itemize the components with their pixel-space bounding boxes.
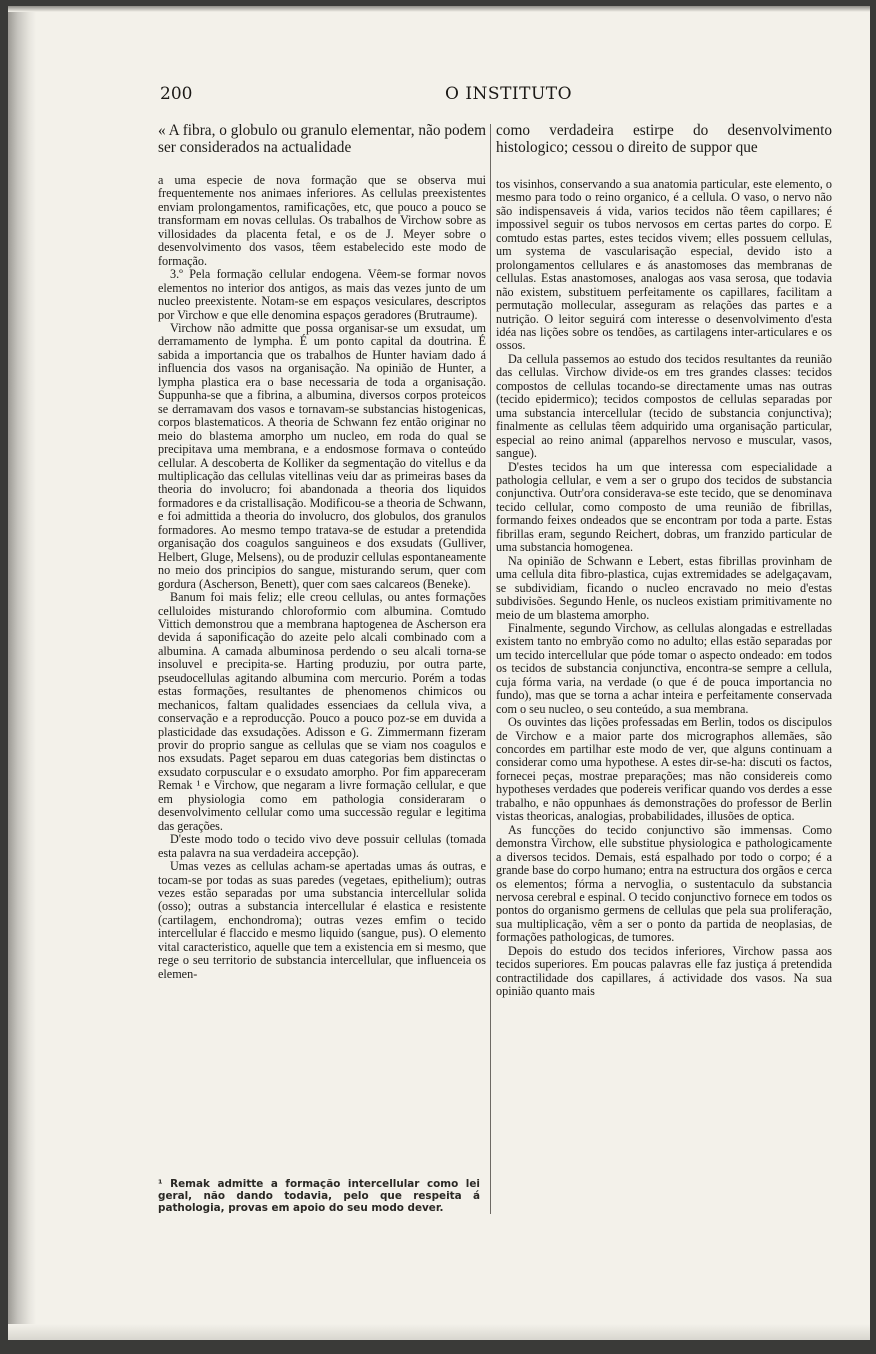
paragraph: Banum foi mais feliz; elle creou cellulas, ou antes formações celluloides misturando chloroformio com albumina. Comtudo Vittich demonstrou que a membrana haptogenea de Ascherson era devida á saponificação do azeite pelo alcali combinado com a albumina. A camada albuminosa perdendo o seu alcali torna-se insoluvel e precipita-se. Harting produziu, por outra parte, pseudocellulas agitando albumina com mercurio. Porém a todas estas formações, resultantes de phenomenos chimicos ou mechanicos, faltam qualidades essenciaes da cellula viva, a conservação e a reproducção. Pouco a pouco poz-se em duvida a plasticidade das exsudações. Adisson e G. Zimmermann fizeram provir do proprio sangue as cellulas que se viam nos coagulos e nos exsudats. Paget separou em duas categorias bem distinctas o exsudato corpuscular e o exsudato amorpho. Por fim appareceram Remak ¹ e Virchow, que negaram a livre formação cellular, e que em physiologia como em pathologia consideraram o desenvolvimento cellular como uma successão regular e legitima das gerações. xyxy=(158,590,486,833)
paragraph: Umas vezes as cellulas acham-se apertadas umas ás outras, e tocam-se por todas as suas paredes (vegetaes, epithelium); outras vezes estão separadas por uma substancia intercellular solida (osso); outras a substancia intercellular é elastica e resistente (cartilagem, enchondroma); outras vezes emfim o tecido intercellular é flaccido e mesmo liquido (sangue, pus). O elemento vital caracteristico, aquelle que tem a existencia em si mesmo, que rege o seu territorio de substancia intercellular, que influenceia os elemen- xyxy=(158,859,486,981)
page-bottom-edge xyxy=(8,1324,870,1340)
left-column-lead: « A fibra, o globulo ou granulo elementar, não podem ser considerados na actualidade xyxy=(158,122,486,156)
left-column-body xyxy=(158,174,486,981)
page-header xyxy=(160,84,840,108)
footnote-mark: ¹ xyxy=(158,1178,163,1190)
page-top-edge xyxy=(8,6,870,12)
right-column xyxy=(496,122,832,999)
paragraph: D'estes tecidos ha um que interessa com especialidade a pathologia cellular, e vem a ser o grupo dos tecidos de substancia conjunctiva. Outr'ora considerava-se este tecido, que se denominava tecido cellular, como composto de uma reunião de fibrillas, formando feixes ondeados que se encontram por toda a parte. Estas fibrillas eram, segundo Reichert, dobras, um franzido particular de uma substancia homogenea. xyxy=(496,459,832,555)
page-number: 200 xyxy=(160,84,193,104)
paragraph: Da cellula passemos ao estudo dos tecidos resultantes da reunião das cellulas. Virchow divide-os em tres grandes classes: tecidos compostos de cellulas tocando-se directamente umas nas outras (tecido epidermico); tecidos compostos de cellulas separadas por uma substancia intercellular (tecido de substancia conjunctiva); finalmente as cellulas têem adquirido uma organisação particular, especial ao reino animal (apparelhos nervoso e muscular, vasos, sangue). xyxy=(496,351,832,461)
running-title: O INSTITUTO xyxy=(445,84,573,104)
footnote xyxy=(158,1178,480,1214)
paragraph: Na opinião de Schwann e Lebert, estas fibrillas provinham de uma cellula dita fibro-plastica, cujas extremidades se adelgaçavam, se subdividiam, ficando o nucleo encravado no meio d'estas subdivisões. Segundo Henle, os nucleos existiam primitivamente no meio de um blastema amorpho. xyxy=(496,553,832,622)
paragraph: Finalmente, segundo Virchow, as cellulas alongadas e estrelladas existem tanto no embryão como no adulto; ellas estão separadas por um tecido intercellular que póde tomar o aspecto ondeado: em todos os tecidos de substancia conjunctiva, encontra-se sempre a cellula, cuja fórma varia, na verdade (o que é de pouca importancia no fundo), mas que se torna a achar inteira e perfeitamente conservada com o seu nucleo, o seu conteúdo, a sua membrana. xyxy=(496,620,832,716)
book-page xyxy=(8,6,870,1340)
paragraph: D'este modo todo o tecido vivo deve possuir cellulas (tomada esta palavra na sua verdadeira accepção). xyxy=(158,832,486,860)
paragraph: Depois do estudo dos tecidos inferiores, Virchow passa aos tecidos superiores. Em poucas palavras elle faz justiça á pretendida contractilidade dos capillares, á actividade dos vasos. Na sua opinião quanto mais xyxy=(496,943,832,999)
paragraph: 3.º Pela formação cellular endogena. Vêem-se formar novos elementos no interior dos antigos, as mais das vezes junto de um nucleo preexistente. Notam-se em espaços vesiculares, descriptos por Virchow e que elle denomina espaços geradores (Brutraume). xyxy=(158,267,486,322)
footnote-text: Remak admitte a formação intercellular como lei geral, não dando todavia, pelo que respeita á pathologia, provas em apoio do seu modo dever. xyxy=(158,1178,480,1214)
paragraph: tos visinhos, conservando a sua anatomia particular, este elemento, o mesmo para todo o reino organico, é a cellula. O vaso, o nervo não são indispensaveis á vida, varios tecidos não têem capillares; é impossivel seguir os tubos nervosos em certas partes do corpo. E comtudo estas partes, estes tecidos vivem; elles possuem cellulas, um systema de vascularisação especial, devido isto a prolongamentos cellulares e ás anastomoses das membranas de cellulas. Estas anastomoses, analogas aos vasa serosa, que todavia não existem, substituem perfeitamente os capillares, facilitam a permutação mollecular, asseguram as relações das partes e a nutrição. O leitor seguirá com interesse o desenvolvimento d'esta idéa nas lições sobre os tendões, as cartilagens inter-articulares e os ossos. xyxy=(496,177,832,353)
left-column xyxy=(158,122,486,981)
paragraph: As funcções do tecido conjunctivo são immensas. Como demonstra Virchow, elle substitue physiologica e pathologicamente a diversos tecidos. Demais, está espalhado por todo o corpo; é a grande base do corpo humano; entra na estructura dos orgãos e cerca os elementos; fórma a nervoglia, o sustentaculo da substancia nervosa cerebral e espinal. O tecido conjunctivo fornece em todos os pontos do organismo germens de cellulas que pela sua proliferação, sua multiplicação, vêm a ser o ponto da partida de neoplasias, de formações pathologicas, de tumores. xyxy=(496,822,832,945)
paragraph: Virchow não admitte que possa organisar-se um exsudat, um derramamento de lympha. É um ponto capital da doutrina. É sabida a importancia que os trabalhos de Hunter haviam dado á influencia dos vasos na organisação. Na opinião de Hunter, a lympha plastica era o base necessaria de toda a organisação. Suppunha-se que a fibrina, a albumina, diversos corpos proteicos se derramavam dos vasos e tornavam-se substancias histogenicas, corpos blastematicos. A theoria de Schwann fez então originar no meio do blastema amorpho um nucleo, em roda do qual se precipitava uma membrana, e a endosmose formava o conteúdo cellular. A descoberta de Kolliker da segmentação do vitellus e da multiplicação das cellulas vitellinas veiu dar as primeiras bases da theoria do involucro; foi abandonada a theoria dos liquidos formadores e da cristallisação. Modificou-se a theoria de Schwann, e foi admittida a theoria do involucro, dos globulos, dos granulos formadores. Ao mesmo tempo tratava-se de estudar a pretendida organisação dos coagulos sanguineos e dos exsudats (Gulliver, Helbert, Gluge, Melsens), ou de produzir cellulas espontaneamente no meio dos principios do sangue, misturando serum, quer com gordura (Ascherson, Benett), quer com saes calcareos (Beneke). xyxy=(158,320,486,591)
paragraph: a uma especie de nova formação que se observa mui frequentemente nos animaes inferiores. As cellulas preexistentes enviam prolongamentos, ramificações, etc, que pouco a pouco se transformam em novas cellulas. Os trabalhos de Virchow sobre as villosidades da placenta fetal, e os de J. Meyer sobre o desenvolvimento dos vasos, têem estabelecido este modo de formação. xyxy=(158,173,486,268)
column-divider xyxy=(490,124,491,1214)
right-column-lead: como verdadeira estirpe do desenvolvimento histologico; cessou o direito de suppor que xyxy=(496,122,832,156)
paragraph: Os ouvintes das lições professadas em Berlin, todos os discipulos de Virchow e a maior parte dos micrographos allemães, são concordes em partilhar este modo de ver, que alguns continuam a considerar como uma hypothese. A estes dir-se-ha: discuti os factos, fornecei peças, mostrae preparações; mas não considereis como hypotheses verdades que podereis verificar quando vos derdes a esse trabalho, e não oppunhaes ás demonstrações do professor de Berlin vistas theoricas, analogias, probabilidades, illusões de optica. xyxy=(496,715,832,824)
right-column-body xyxy=(496,178,832,999)
page-spine-shadow xyxy=(8,6,36,1340)
